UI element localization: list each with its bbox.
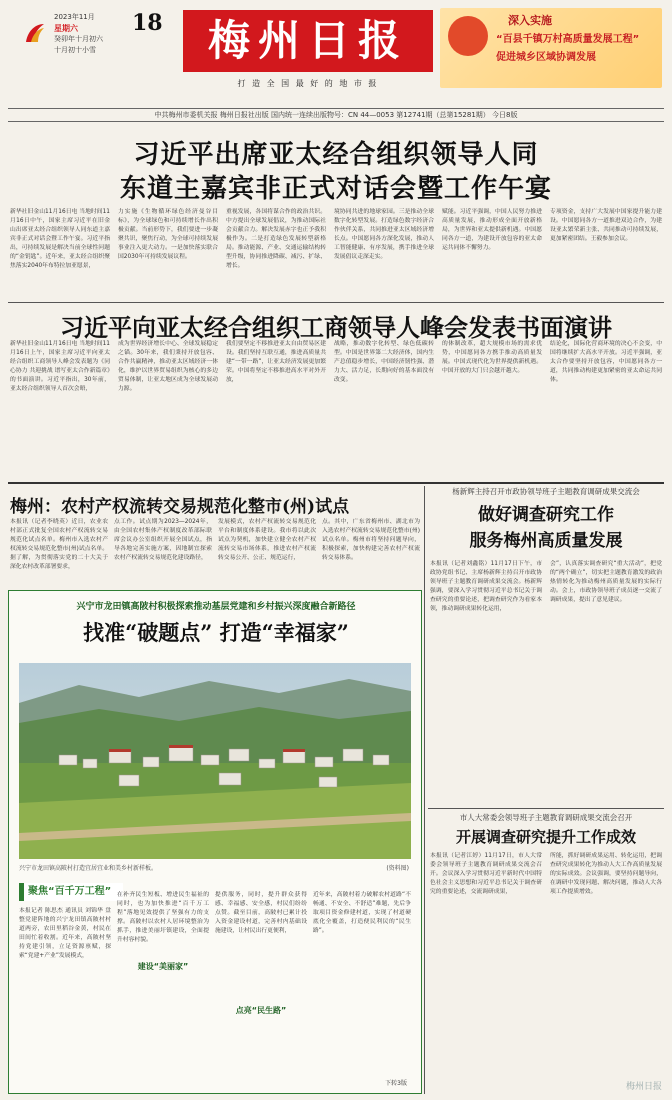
left-body-col: 点工作。试点期为2023—2024年，由全国农村集体产权制度改革部际联席会议办公室组织开展全国试点，指导各地完善实施方案，因地制宜探索农村产权流转交易规范化建设路径，	[114, 519, 212, 561]
left-body-col: 发展模式，农村产权流转交易规范化平台和制度体系建设。我市将以此次试点为契机，加快建立健全农村产权流转交易市场体系，推进农村产权流转交易公开、公正、规范运行，	[218, 519, 316, 561]
lead-body-col: 境协同共进的地球家园。三是推动全球数字化转型发展。打造绿色数字经济合作伙伴关系，共同推进亚太区域经济增长点。中国愿同各方深化发展，推动人工智能健康、有序发展，携手推进全球发展倡议走深走实。	[334, 209, 434, 260]
paper-name: 梅州日报	[183, 10, 433, 72]
village-aerial-photo	[19, 663, 411, 859]
divider	[428, 808, 664, 809]
second-body-col: 我们要坚定不移推进亚太自由贸易区建设。我们坚持互联互通，推进高质量共建“一带一路”，让亚太经济发展更加繁荣。中国将坚定不移推进高水平对外开放，	[226, 341, 326, 383]
lead-body-col: 力实施《生物循环绿色经济曼谷目标》，为全球绿色和可持续增长作出积极贡献。当前形势下，我们要进一步凝聚共识，聚焦行动，为全球可持续发展事业注入更大动力。一是加快落实联合国2030年可持续发展议程。	[118, 209, 218, 260]
second-body-col: 战略，推动数字化转型、绿色低碳转型。中国是世界第二大经济体，国内生产总值稳步增长，中国经济韧性强、潜力大、活力足，长期向好的基本面没有改变。	[334, 341, 434, 383]
left-story-headline: 梅州：农村产权流转交易规范化整市(州)试点	[10, 497, 350, 517]
watermark: 梅州日报	[625, 1082, 662, 1092]
column-divider	[424, 486, 425, 1094]
right-story-2-body-col: 所能，抓好调研成果运用、转化运用，把调查研究成果转化为推动人大工作高质量发展的实际成效。会议强调，要坚持问题导向，在调研中发现问题、解决问题，推动人大各项工作提质增效。	[550, 853, 662, 895]
divider	[8, 482, 664, 484]
promo-line-1: 深入实施	[508, 14, 552, 27]
right-story-1-body-col: 本报讯（记者刘鑫铭）11月17日下午，市政协党组书记、主席杨新辉主持召开市政协领导班子主题教育调研成果交流会。杨新辉强调，要深入学习贯彻习近平总书记关于调查研究的重要论述，把调查研究作为看家本领，推动调研成果转化运用，	[430, 561, 542, 612]
second-body-col: 成为世界经济增长中心、全球发展稳定之锚。30年来，我们秉持开放包容、合作共赢精神，推动亚太区域经济一体化，维护以世界贸易组织为核心的多边贸易体制，让亚太地区成为全球发展动力源。	[118, 341, 218, 392]
left-body-col: 点。其中，广东省梅州市、湖北市为入选农村产权流转交易规范化整市(州)试点名单。梅州市将坚持问题导向，积极探索，加快构建完善农村产权流转交易体系。	[322, 519, 420, 561]
date-solar-term: 十月初十小雪	[54, 46, 96, 54]
second-body-col: 的体制改革，超大规模市场的需求优势，中国愿同各方携手推动高质量发展。中国式现代化为世界提供新机遇。中国开放的大门只会越开越大。	[442, 341, 542, 374]
feature-box	[8, 590, 422, 1094]
feature-body-col: 本报记者 陈思杰 通讯员 刘锦华 盘整党建阵地的兴宁龙田镇高陂村村道两旁，农田里稻谷金黄，村民在田间忙着收割。近年来，高陂村坚持党建引领，立足资源禀赋，探索“党建+产业”发展模式，	[19, 908, 111, 959]
right-story-1-headline	[428, 502, 664, 554]
right-story-1-body-col: 会”，认真落实调查研究“重大活动”，把党的“两个确立”，切实把主题教育激发的政治热情转化为推动梅州高质量发展的实际行动。会上，市政协领导班子成员逐一交流了调研成果，提出了意见建议。	[550, 561, 662, 603]
feature-kicker: 兴宁市龙田镇高陂村积极探索推动基层党建和乡村振兴深度融合新路径	[76, 602, 356, 612]
photo-caption: 兴宁市龙田镇高陂村打造宜居宜业和美乡村新样板。	[19, 865, 158, 872]
feature-title: 找准“破题点” 打造“幸福家”	[83, 620, 349, 645]
feature-body-col: 近年来，高陂村着力破解农村道路“不畅通、不安全、不舒适”难题，先后争取项目资金修建村道，实现了村道硬底化全覆盖，打造便民利民的“民生路”。	[313, 892, 411, 934]
feature-subhead-2: 点亮“民生路”	[235, 1006, 287, 1015]
publication-info: 中共梅州市委机关报 梅州日报社出版 国内统一连续出版物号：CN 44—0053 第12741期（总第15281期） 今日8版	[8, 108, 664, 122]
newspaper-logo-icon	[22, 20, 48, 46]
right-story-1-kicker: 杨新辉主持召开市政协领导班子主题教育调研成果交流会	[452, 487, 640, 496]
promo-line-2: “百县千镇万村高质量发展工程”	[496, 34, 640, 45]
divider	[8, 302, 664, 303]
lead-headline-line-2: 东道主嘉宾非正式对话会暨工作午宴	[119, 174, 552, 204]
date-year-month: 2023年11月	[54, 13, 95, 21]
promo-line-3: 促进城乡区域协调发展	[496, 52, 596, 63]
promo-banner	[440, 8, 662, 88]
column-badge: 聚焦“百千万工程”	[19, 883, 123, 901]
lead-body-col: 赋能。习近平强调，中国人民努力推进高质量发展，推动形成全面开放新格局，为世界和亚太提供新机遇。中国愿同各方一道，为建设开放包容的亚太命运共同体不懈努力。	[442, 209, 542, 251]
slogan: 打 造 全 国 最 好 的 地 市 报	[237, 79, 379, 88]
lead-body-col: 新华社旧金山11月16日电 当地时间11月16日中午，国家主席习近平在旧金山出席亚太经合组织领导人同东道主嘉宾非正式对话会暨工作午宴。习近平指出，可持续发展是解决当前全球性问题的“金钥匙”。近年来，亚太经合组织聚焦落实2040年布特拉加亚愿景，	[10, 209, 110, 269]
masthead	[8, 4, 664, 100]
continued-note: 下转3版	[385, 1080, 407, 1087]
second-headline: 习近平向亚太经合组织工商领导人峰会发表书面演讲	[60, 313, 612, 342]
left-body-col: 本报讯（记者李晓英）近日，农业农村部正式批复全国农村产权流转交易规范化试点名单。梅州市入选农村产权流转交易规范化整市(州)试点名单。据了解，为贯彻落实党的二十大关于深化农村改革部署要求，	[10, 519, 108, 570]
feature-body-col: 在补齐民生短板、增进民生福祉的同时，也为加快推进“百千万工程”落地见效提供了坚强有力的支撑。高陂村以农村人居环境整治为抓手，推进美丽圩镇建设，全面提升村容村貌。	[117, 892, 209, 943]
date-box	[54, 12, 184, 82]
second-body-col: 新华社旧金山11月16日电 当地时间11月16日上午，国家主席习近平向亚太经合组织工商领导人峰会发表题为《同心协力 共迎挑战 谱写亚太合作新篇章》的书面演讲。习近平指出，30年前，亚太经合组织领导人首次会晤，	[10, 341, 110, 392]
lead-headline-line-1: 习近平出席亚太经合组织领导人同	[133, 140, 539, 170]
right-story-2-kicker: 市人大常委会领导班子主题教育调研成果交流会召开	[459, 813, 633, 822]
date-weekday: 星期六	[54, 24, 78, 33]
right-story-1-headline-line-1: 做好调查研究工作	[478, 505, 614, 525]
feature-body-col: 提供服务，同时，提升群众获得感、幸福感、安全感，村民们纷纷点赞。截至目前，高陂村已累计投入资金建设村道，完善村内基础设施建设，让村民出行更便利，	[215, 892, 307, 934]
right-story-1-headline-line-2: 服务梅州高质量发展	[469, 531, 623, 551]
date-lunar: 癸卯年十月初六	[54, 35, 103, 43]
feature-subhead-1: 建设“美丽家”	[137, 962, 189, 971]
second-body-col: 结论化，国际化营商环境的决心不会变，中国将继续扩大高水平开放。习近平强调，亚太合作要坚持开放包容，中国愿同各方一道，共同推动构建更加紧密的亚太命运共同体。	[550, 341, 662, 383]
right-story-2-headline: 开展调查研究提升工作成效	[455, 828, 636, 846]
photo-credit: (资料图)	[386, 865, 409, 872]
emblem-icon	[448, 16, 488, 56]
lead-body-col: 专项资金，支持广大发展中国家提升能力建设。中国愿同各方一道推进双边合作，为建设亚太繁荣新主张、共同推动可持续发展，更加紧密团结。王毅参加会议。	[550, 209, 662, 242]
lead-body-col: 重视发展，各国将谋合作的政治共识。中方提出全球发展倡议，为推动国际社会贡献合力。解决发展赤字也正予我积极作为。二是打造绿色发展转型新格局。推动能源、产业、交通运输结构转型升级，协同推进降碳、减污、扩绿、增长。	[226, 209, 326, 269]
date-day: 18	[132, 10, 163, 36]
right-story-2-body-col: 本报讯（记者江婷）11月17日，市人大常委会领导班子主题教育调研成果交流会召开。会议深入学习贯彻习近平新时代中国特色社会主义思想和习近平总书记关于调查研究的重要论述，交流调研成果，	[430, 853, 542, 895]
